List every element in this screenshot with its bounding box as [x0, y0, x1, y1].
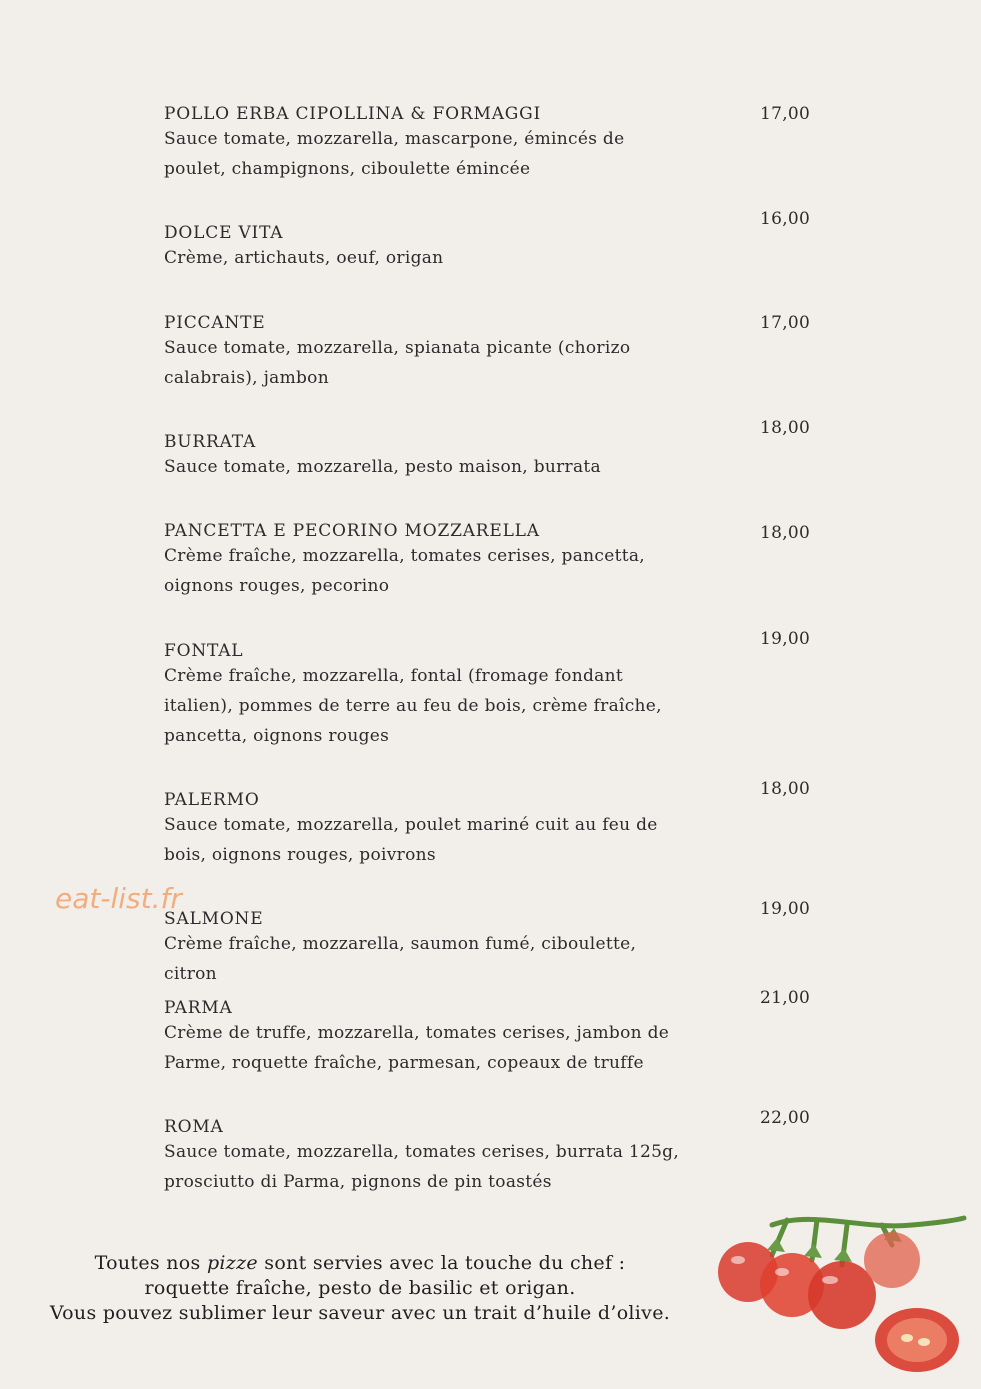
footer-line-2: roquette fraîche, pesto de basilic et origan. — [144, 1277, 576, 1299]
cherry-tomatoes-illustration-icon — [712, 1190, 970, 1380]
item-price: 18,00 — [760, 779, 811, 799]
item-name: PALERMO — [164, 790, 260, 810]
tomatoes — [718, 1232, 959, 1372]
item-price: 18,00 — [760, 418, 811, 438]
footer-line-3: Vous pouvez sublimer leur saveur avec un trait d’huile d’olive. — [49, 1302, 671, 1324]
item-name: PANCETTA E PECORINO MOZZARELLA — [164, 521, 540, 541]
item-name: PARMA — [164, 998, 233, 1018]
item-price: 16,00 — [760, 209, 811, 229]
item-price: 17,00 — [760, 104, 811, 124]
footer-text: Toutes nos — [94, 1252, 207, 1274]
item-name: FONTAL — [164, 641, 244, 661]
footer-text: sont servies avec la touche du chef : — [257, 1252, 626, 1274]
item-price: 19,00 — [760, 899, 811, 919]
item-price: 18,00 — [760, 523, 811, 543]
item-description: Crème de truffe, mozzarella, tomates cerises, jambon de Parme, roquette fraîche, parmesan, copeaux de truffe — [164, 1023, 670, 1073]
item-price: 17,00 — [760, 313, 811, 333]
item-description: Crème fraîche, mozzarella, tomates cerises, pancetta, oignons rouges, pecorino — [164, 546, 645, 596]
item-description: Sauce tomate, mozzarella, poulet mariné cuit au feu de bois, oignons rouges, poivrons — [164, 815, 658, 865]
item-name: SALMONE — [164, 909, 264, 929]
item-price: 22,00 — [760, 1108, 811, 1128]
item-name: DOLCE VITA — [164, 223, 284, 243]
footer-emphasis: pizze — [206, 1252, 258, 1274]
item-description: Crème fraîche, mozzarella, fontal (fromage fondant italien), pommes de terre au feu de bois, crème fraîche, pancetta, oignons rouges — [164, 666, 662, 746]
footer-line-1 — [40, 1251, 680, 1276]
item-name: BURRATA — [164, 432, 257, 452]
item-description: Sauce tomate, mozzarella, pesto maison, burrata — [164, 457, 601, 477]
item-name: ROMA — [164, 1117, 224, 1137]
item-name: PICCANTE — [164, 313, 266, 333]
item-description: Crème, artichauts, oeuf, origan — [164, 248, 444, 268]
item-description: Sauce tomate, mozzarella, tomates cerises, burrata 125g, prosciutto di Parma, pignons de pin toastés — [164, 1142, 680, 1192]
item-price: 19,00 — [760, 629, 811, 649]
watermark: eat-list.fr — [55, 882, 182, 915]
footer-note — [40, 1251, 680, 1326]
item-name: POLLO ERBA CIPOLLINA & FORMAGGI — [164, 104, 542, 124]
item-description: Sauce tomate, mozzarella, mascarpone, émincés de poulet, champignons, ciboulette émincée — [164, 129, 625, 179]
item-description: Crème fraîche, mozzarella, saumon fumé, ciboulette, citron — [164, 934, 637, 984]
item-description: Sauce tomate, mozzarella, spianata picante (chorizo calabrais), jambon — [164, 338, 631, 388]
item-price: 21,00 — [760, 988, 811, 1008]
